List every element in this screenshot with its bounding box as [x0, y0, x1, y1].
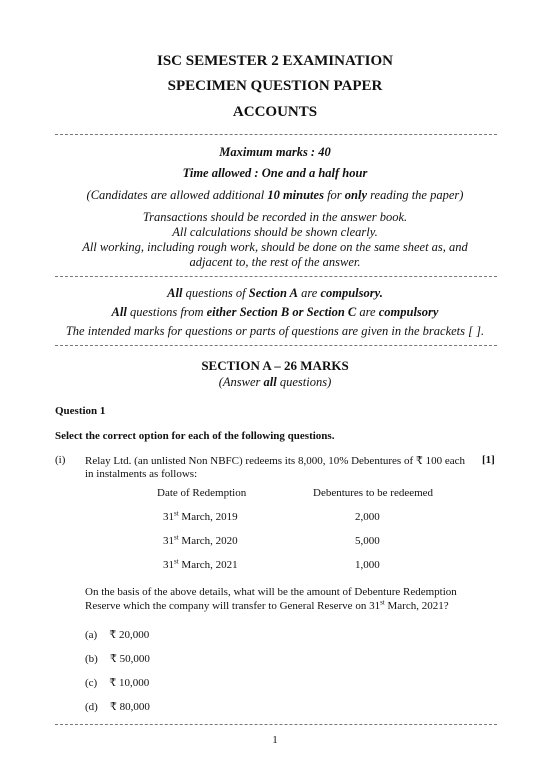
- table-cell-date: [163, 511, 238, 523]
- reading-text: reading the paper): [367, 188, 464, 202]
- part-label: (i): [55, 454, 66, 466]
- option-value: ₹ 50,000: [109, 653, 150, 665]
- subtitle-text: (Answer: [218, 375, 264, 389]
- option-label: (b): [85, 653, 98, 665]
- time-label: Time allowed :: [182, 166, 262, 180]
- subtitle-text: questions): [276, 375, 332, 389]
- option-label: (d): [85, 701, 98, 713]
- rule-text: Section A: [248, 286, 298, 300]
- instruction-line: Transactions should be recorded in the answer book.: [142, 210, 408, 224]
- question-text: Relay Ltd. (an unlisted Non NBFC) redeems its 8,000, 10% Debentures of ₹ 100 each: [85, 455, 466, 467]
- reading-only: only: [344, 188, 368, 202]
- date-suffix: st: [174, 533, 179, 542]
- option-d[interactable]: [85, 700, 150, 713]
- date-suffix: st: [174, 509, 179, 518]
- rule-marks-note: The intended marks for questions or parts of questions are given in the brackets [ ].: [65, 324, 485, 338]
- table-cell-value: 1,000: [355, 559, 380, 571]
- rule-text: questions of: [182, 286, 249, 300]
- date-rest: March, 2020: [178, 535, 238, 547]
- date-rest: March, 2019: [178, 511, 238, 523]
- exam-title: ISC SEMESTER 2 EXAMINATION: [156, 53, 393, 69]
- subtitle-text: all: [263, 375, 277, 389]
- rule-section-a: [0, 286, 550, 301]
- rule-section-bc: [0, 305, 550, 320]
- divider: [55, 345, 497, 346]
- table-cell-date: [163, 535, 238, 547]
- maximum-marks: Maximum marks : 40: [219, 145, 331, 159]
- table-header: Date of Redemption: [157, 487, 247, 499]
- question-followup: On the basis of the above details, what will be the amount of Debenture Redemption: [85, 586, 457, 598]
- reading-minutes: 10 minutes: [267, 188, 324, 202]
- section-subtitle: [0, 375, 550, 390]
- option-label: (a): [85, 629, 98, 641]
- option-label: (c): [85, 677, 98, 689]
- instruction-line: All working, including rough work, should be done on the same sheet as, and: [82, 240, 468, 254]
- table-header: Debentures to be redeemed: [313, 487, 434, 499]
- table-cell-value: 2,000: [355, 511, 380, 523]
- footer-divider: [55, 724, 497, 725]
- followup-suffix: st: [380, 598, 385, 607]
- question-followup: [85, 600, 449, 612]
- time-value: One and a half hour: [261, 166, 368, 180]
- subject-title: ACCOUNTS: [232, 104, 318, 120]
- section-title: SECTION A – 26 MARKS: [201, 358, 349, 373]
- rule-text: compulsory.: [320, 286, 383, 300]
- divider: [55, 134, 497, 135]
- instruction-line: adjacent to, the rest of the answer.: [189, 255, 361, 269]
- option-b[interactable]: [85, 652, 150, 665]
- option-c[interactable]: [85, 676, 149, 689]
- followup-text: Reserve which the company will transfer to General Reserve on 31: [85, 600, 381, 612]
- date-day: 31: [163, 535, 174, 547]
- option-value: ₹ 10,000: [109, 677, 150, 689]
- marks-badge: [1]: [482, 454, 495, 466]
- reading-text: (Candidates are allowed additional: [86, 188, 268, 202]
- question-instruction: Select the correct option for each of the following questions.: [55, 430, 335, 442]
- date-rest: March, 2021: [178, 559, 238, 571]
- rule-text: are: [356, 305, 379, 319]
- divider: [55, 276, 497, 277]
- instruction-line: All calculations should be shown clearly.: [172, 225, 378, 239]
- date-day: 31: [163, 511, 174, 523]
- rule-text: All: [111, 305, 127, 319]
- option-value: ₹ 80,000: [109, 701, 150, 713]
- question-label: Question 1: [55, 405, 106, 417]
- reading-time-note: [0, 188, 550, 203]
- date-suffix: st: [174, 557, 179, 566]
- option-a[interactable]: [85, 628, 149, 641]
- rule-text: either Section B or Section C: [206, 305, 357, 319]
- date-day: 31: [163, 559, 174, 571]
- option-value: ₹ 20,000: [109, 629, 150, 641]
- table-cell-value: 5,000: [355, 535, 380, 547]
- followup-text: March, 2021?: [384, 600, 449, 612]
- reading-text: for: [323, 188, 345, 202]
- page-number: 1: [272, 734, 278, 746]
- rule-text: questions from: [126, 305, 207, 319]
- rule-text: are: [297, 286, 321, 300]
- time-allowed: [0, 166, 550, 181]
- paper-type: SPECIMEN QUESTION PAPER: [167, 78, 383, 94]
- table-cell-date: [163, 559, 238, 571]
- rule-text: compulsory: [378, 305, 439, 319]
- rule-text: All: [167, 286, 183, 300]
- question-text: in instalments as follows:: [85, 468, 198, 480]
